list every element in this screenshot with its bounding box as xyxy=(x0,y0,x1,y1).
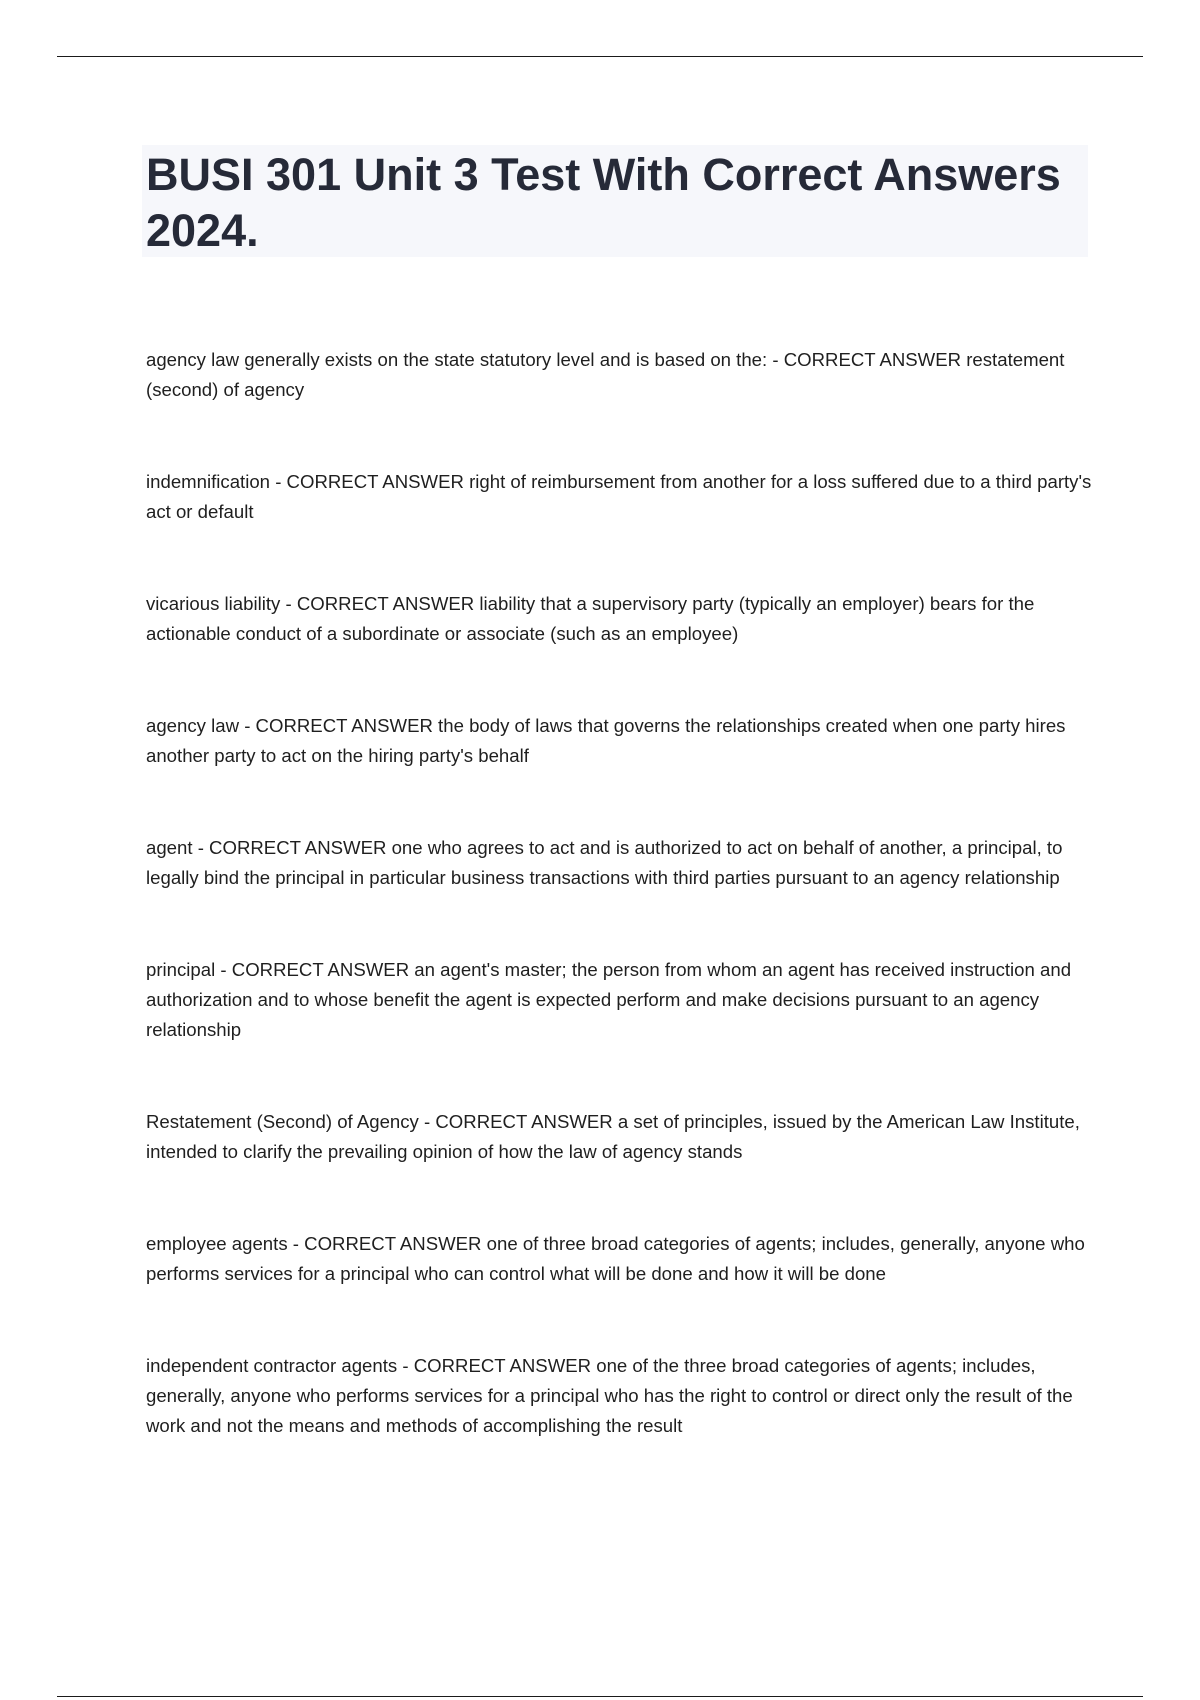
qa-item xyxy=(146,1351,1096,1441)
top-divider xyxy=(57,56,1143,57)
qa-text: principal - CORRECT ANSWER an agent's master; the person from whom an agent has received instruction and authorization and to whose benefit the agent is expected perform and make decisions pursuant to an agency relationship xyxy=(146,959,1072,1040)
qa-item xyxy=(146,1107,1096,1167)
bottom-divider xyxy=(57,1696,1143,1697)
qa-item xyxy=(146,711,1096,771)
qa-item xyxy=(146,1229,1096,1289)
page-title: BUSI 301 Unit 3 Test With Correct Answers 2024. xyxy=(146,149,1061,256)
qa-text: agency law generally exists on the state statutory level and is based on the: - CORRECT ANSWER restatement (second) of agency xyxy=(146,349,1065,400)
qa-text: agency law - CORRECT ANSWER the body of laws that governs the relationships created when one party hires another party to act on the hiring party's behalf xyxy=(146,715,1066,766)
qa-item xyxy=(146,345,1096,405)
qa-text: Restatement (Second) of Agency - CORRECT ANSWER a set of principles, issued by the American Law Institute, intended to clarify the prevailing opinion of how the law of agency stands xyxy=(146,1111,1080,1162)
qa-text: employee agents - CORRECT ANSWER one of three broad categories of agents; includes, generally, anyone who performs services for a principal who can control what will be done and how it will be done xyxy=(146,1233,1085,1284)
qa-text: agent - CORRECT ANSWER one who agrees to act and is authorized to act on behalf of another, a principal, to legally bind the principal in particular business transactions with third parties pursuant to an agency relationship xyxy=(146,837,1063,888)
qa-item xyxy=(146,833,1096,893)
qa-text: indemnification - CORRECT ANSWER right of reimbursement from another for a loss suffered due to a third party's act or default xyxy=(146,471,1092,522)
qa-item xyxy=(146,589,1096,649)
qa-item xyxy=(146,467,1096,527)
qa-list xyxy=(146,345,1096,1503)
qa-text: independent contractor agents - CORRECT ANSWER one of the three broad categories of agents; includes, generally, anyone who performs services for a principal who has the right to control or direct only the result of the work and not the means and methods of accomplishing the result xyxy=(146,1355,1073,1436)
qa-text: vicarious liability - CORRECT ANSWER liability that a supervisory party (typically an employer) bears for the actionable conduct of a subordinate or associate (such as an employee) xyxy=(146,593,1035,644)
qa-item xyxy=(146,955,1096,1045)
